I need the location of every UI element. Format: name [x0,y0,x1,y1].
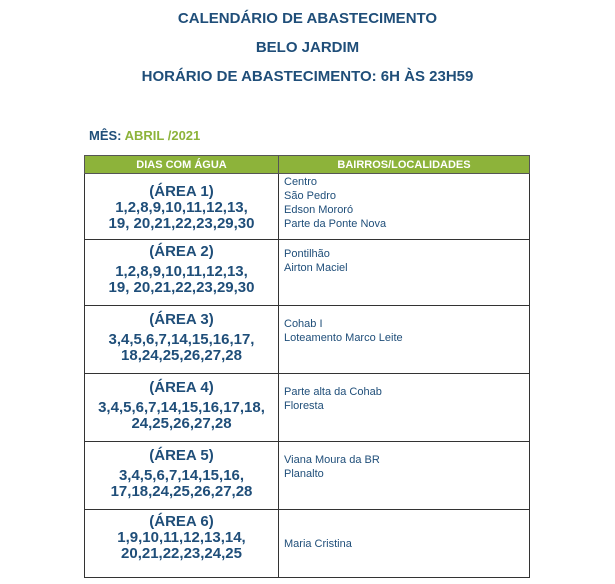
area-label: (ÁREA 6) [149,513,214,530]
place-item: Centro [284,176,318,188]
table-row [85,306,530,374]
table-header-row [85,156,530,174]
place-item: Cohab I [284,318,323,330]
place-item: Maria Cristina [284,537,352,550]
area-days-line: 19, 20,21,22,23,29,30 [108,215,255,232]
places-cell [279,240,530,306]
area-days-cell [85,442,279,510]
area-days-cell [85,306,279,374]
table-row [85,240,530,306]
page-title: CALENDÁRIO DE ABASTECIMENTO [177,10,438,27]
place-item: São Pedro [284,190,336,202]
area-days-cell [85,174,279,240]
place-item: Loteamento Marco Leite [284,332,403,344]
area-label: (ÁREA 2) [149,243,214,260]
area-days-line: 3,4,5,6,7,14,15,16,17,18, [98,399,265,416]
place-item: Floresta [284,400,324,412]
table-row [85,510,530,578]
city-name: BELO JARDIM [255,39,360,56]
places-cell [279,306,530,374]
area-days-line: 24,25,26,27,28 [131,415,232,432]
month-line [89,128,200,143]
area-days-line: 17,18,24,25,26,27,28 [110,483,253,500]
places-cell [279,442,530,510]
column-header-places: BAIRROS/LOCALIDADES [279,156,530,174]
area-days-cell [85,240,279,306]
table-row [85,442,530,510]
place-item: Airton Maciel [284,262,348,274]
area-label: (ÁREA 3) [149,311,214,328]
places-cell [279,374,530,442]
area-days-line: 18,24,25,26,27,28 [121,347,242,364]
place-item: Pontilhão [284,248,330,260]
area-days-line: 1,2,8,9,10,11,12,13, [115,263,248,280]
area-days-line: 20,21,22,23,24,25 [121,545,242,562]
places-cell [279,510,530,578]
place-item: Planalto [284,468,324,480]
supply-table [84,155,530,578]
places-cell [279,174,530,240]
area-days-cell [85,510,279,578]
month-label: MÊS: [89,128,122,143]
place-item: Parte da Ponte Nova [284,218,387,230]
area-label: (ÁREA 4) [149,379,214,396]
table-row [85,374,530,442]
place-item: Viana Moura da BR [284,454,380,466]
area-days-line: 3,4,5,6,7,14,15,16, [118,467,245,484]
area-label: (ÁREA 5) [149,447,214,464]
area-days-line: 1,9,10,11,12,13,14, [117,529,246,546]
area-days-line: 1,2,8,9,10,11,12,13, [115,199,248,216]
area-days-cell [85,374,279,442]
area-days-line: 3,4,5,6,7,14,15,16,17, [108,331,255,348]
month-value: ABRIL /2021 [124,128,201,143]
schedule-hours: HORÁRIO DE ABASTECIMENTO: 6H ÀS 23H59 [141,68,474,85]
column-header-days: DIAS COM ÁGUA [85,156,279,174]
area-days-line: 19, 20,21,22,23,29,30 [108,279,255,296]
table-row [85,174,530,240]
place-item: Parte alta da Cohab [284,386,382,398]
place-item: Edson Mororó [284,204,354,216]
area-label: (ÁREA 1) [149,183,214,200]
